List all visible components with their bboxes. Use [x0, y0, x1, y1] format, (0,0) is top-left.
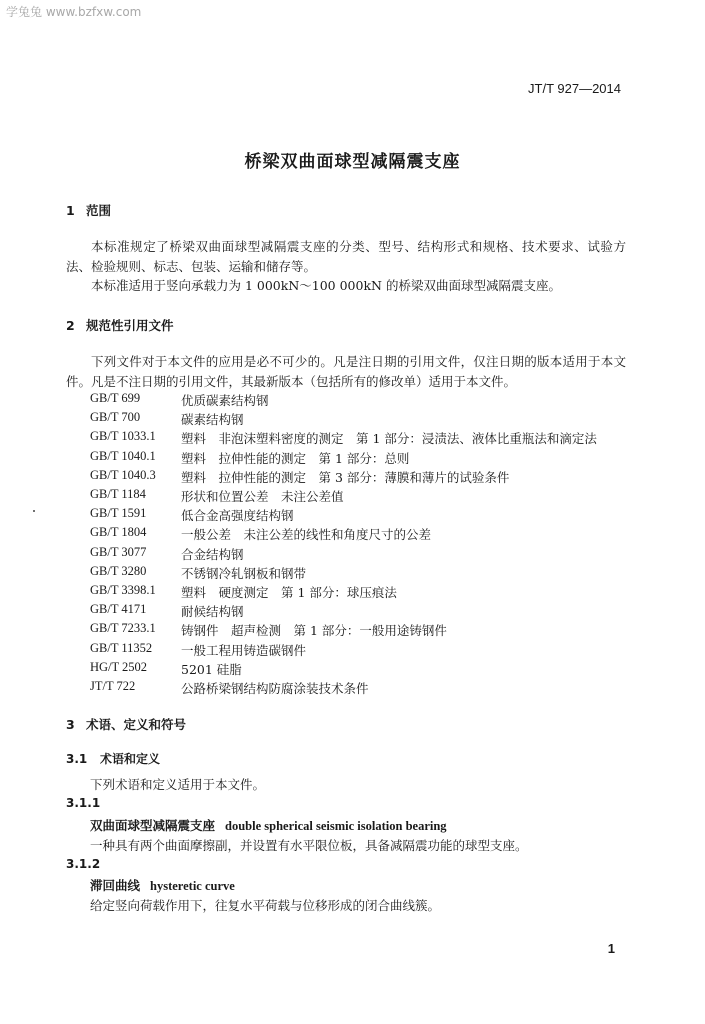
reference-title: 塑料 拉伸性能的测定 第 1 部分：总则: [181, 450, 410, 466]
reference-code: GB/T 3398.1: [90, 583, 156, 597]
term-english: double spherical seismic isolation bearing: [225, 819, 447, 833]
reference-code: HG/T 2502: [90, 659, 148, 674]
subsection-title: 术语和定义: [100, 752, 161, 766]
reference-code: GB/T 3077: [90, 544, 147, 559]
reference-code: GB/T 1804: [90, 525, 147, 540]
reference-code: GB/T 3280: [90, 563, 147, 578]
term-definition: 给定竖向荷载作用下，往复水平荷载与位移形成的闭合曲线簇。: [90, 898, 441, 913]
subsection-number: 3.1: [66, 752, 88, 766]
reference-code: GB/T 1591: [90, 506, 147, 521]
reference-code: GB/T 1040.3: [90, 467, 156, 482]
reference-title: 优质碳素结构钢: [181, 393, 269, 408]
section-2-heading: [66, 316, 174, 334]
references-intro: 下列文件对于本文件的应用是必不可少的。凡是注日期的引用文件，仅注日期的版本适用于本文件。凡是不注日期的引用文件，其最新版本（包括所有的修改单）适用于本文件。: [66, 354, 626, 389]
reference-title: 5201 硅脂: [181, 661, 242, 677]
term-heading: [90, 816, 447, 834]
reference-title: 不锈钢冷轧钢板和钢带: [181, 565, 307, 581]
reference-code: GB/T 1184: [90, 487, 146, 501]
reference-title: 一般工程用铸造碳钢件: [181, 642, 307, 658]
term-chinese: 双曲面球型减隔震支座: [90, 818, 216, 833]
section-number: 3: [66, 717, 75, 732]
term-chinese: 滞回曲线: [90, 878, 141, 893]
reference-title: 形状和位置公差 未注公差值: [181, 489, 344, 504]
page-number: 1: [607, 941, 615, 956]
reference-code: GB/T 699: [90, 391, 141, 405]
term-number: 3.1.2: [66, 857, 101, 871]
reference-code: GB/T 11352: [90, 640, 153, 655]
reference-title: 塑料 硬度测定 第 1 部分：球压痕法: [181, 585, 397, 600]
reference-title: 铸钢件 超声检测 第 1 部分：一般用途铸钢件: [181, 623, 447, 639]
term-heading: [90, 876, 235, 894]
subsection-3-1-heading: [66, 750, 160, 767]
section-number: 1: [66, 203, 75, 218]
reference-title: 碳素结构钢: [181, 412, 244, 428]
reference-title: 塑料 拉伸性能的测定 第 3 部分：薄膜和薄片的试验条件: [181, 469, 510, 485]
watermark: 学兔兔 www.bzfxw.com: [6, 5, 142, 19]
document-title: 桥梁双曲面球型减隔震支座: [244, 152, 461, 172]
reference-title: 合金结构钢: [181, 546, 244, 562]
scope-paragraph-1: 本标准规定了桥梁双曲面球型减隔震支座的分类、型号、结构形式和规格、技术要求、试验方法、检验规则、标志、包装、运输和储存等。: [66, 239, 626, 274]
reference-code: GB/T 700: [90, 410, 141, 425]
reference-title: 塑料 非泡沫塑料密度的测定 第 1 部分：浸渍法、液体比重瓶法和滴定法: [181, 431, 597, 447]
section-title: 术语、定义和符号: [86, 717, 187, 732]
reference-code: GB/T 7233.1: [90, 621, 156, 636]
reference-code: GB/T 1040.1: [90, 448, 156, 463]
section-3-heading: [66, 715, 186, 733]
reference-title: 一般公差 未注公差的线性和角度尺寸的公差: [181, 527, 432, 543]
section-number: 2: [66, 318, 75, 333]
section-title: 规范性引用文件: [86, 318, 174, 333]
reference-code: GB/T 1033.1: [90, 429, 156, 444]
standard-number: JT/T 927—2014: [528, 81, 621, 96]
term-english: hysteretic curve: [150, 879, 235, 893]
scan-speck: [33, 510, 35, 512]
reference-code: JT/T 722: [90, 679, 136, 693]
term-definition: 一种具有两个曲面摩擦副，并设置有水平限位板，具备减隔震功能的球型支座。: [90, 838, 528, 853]
reference-title: 公路桥梁钢结构防腐涂装技术条件: [181, 681, 369, 696]
term-number: 3.1.1: [66, 796, 101, 810]
section-1-heading: [66, 201, 111, 219]
scope-paragraph-2: 本标准适用于竖向承载力为 1 000kN～100 000kN 的桥梁双曲面球型减隔震支座。: [91, 278, 561, 293]
reference-title: 耐候结构钢: [181, 604, 244, 620]
reference-title: 低合金高强度结构钢: [181, 508, 294, 524]
section-title: 范围: [86, 203, 112, 218]
reference-code: GB/T 4171: [90, 602, 147, 617]
terms-intro: 下列术语和定义适用于本文件。: [90, 777, 266, 792]
